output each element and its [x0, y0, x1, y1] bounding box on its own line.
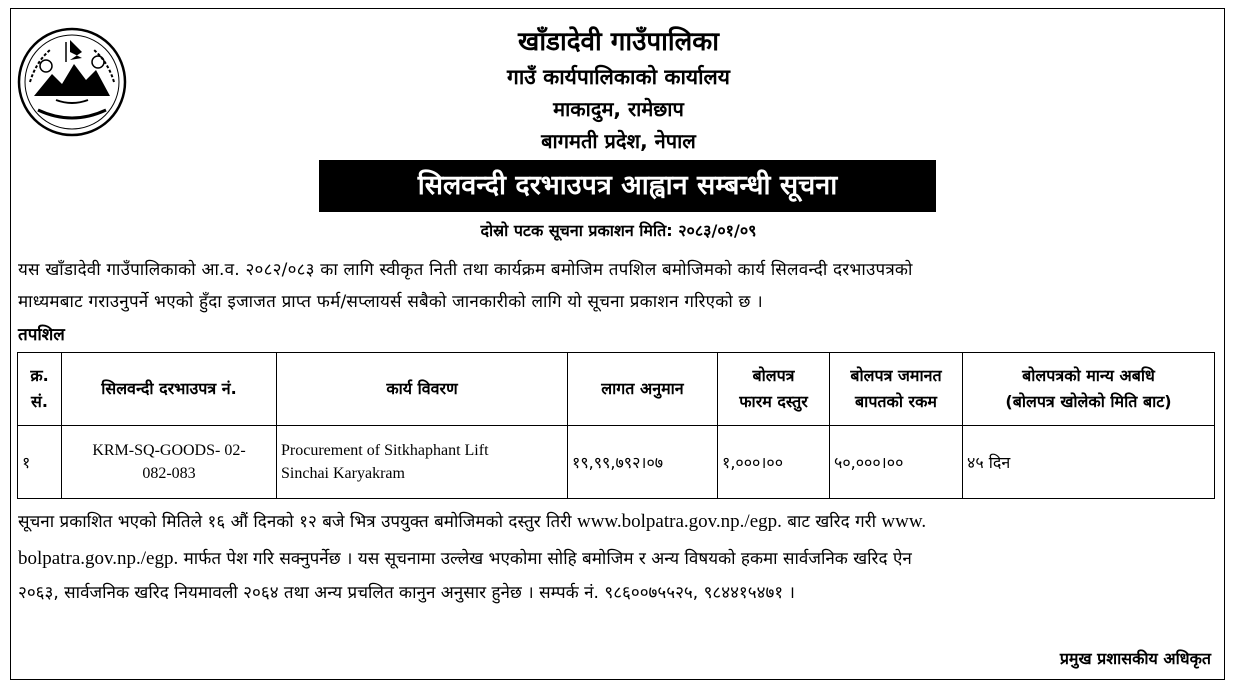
notice-title: सिलवन्दी दरभाउपत्र आह्वान सम्बन्धी सूचना — [319, 160, 936, 212]
cell-work-description: Procurement of Sitkhaphant Lift Sinchai Karyakram — [277, 426, 568, 499]
publication-date: दोस्रो पटक सूचना प्रकाशन मिति: २०८३/०१/०९ — [480, 221, 757, 240]
table-header-row — [18, 353, 1215, 426]
header-bid-validity: बोलपत्रको मान्य अबधि (बोलपत्र खोलेको मिति बाट) — [963, 353, 1215, 426]
egp-link[interactable]: www.bolpatra.gov.np./egp. — [576, 511, 782, 532]
table-row — [18, 426, 1215, 499]
header-serial: क्र. सं. — [18, 353, 62, 426]
footer-paragraph-line-1: सूचना प्रकाशित भएको मितिले १६ औं दिनको १२ बजे भित्र उपयुक्त बमोजिमको दस्तुर तिरी www.bolpatra.gov.np./egp. बाट खरिद गरी www. — [18, 511, 927, 532]
footer-paragraph-line-3: २०६३, सार्वजनिक खरिद नियमावली २०६४ तथा अन्य प्रचलित कानुन अनुसार हुनेछ । सम्पर्क नं. ९८६००७५५२५, ९८४४१५४७१ । — [18, 583, 795, 603]
header-bid-number: सिलवन्दी दरभाउपत्र नं. — [62, 353, 277, 426]
cell-bid-validity: ४५ दिन — [963, 426, 1215, 499]
header-form-fee: बोलपत्र फारम दस्तुर — [718, 353, 830, 426]
intro-paragraph-line-2: माध्यमबाट गराउनुपर्ने भएको हुँदा इजाजत प्राप्त फर्म/सप्लायर्स सबैको जानकारीको लागि यो सूचना प्रकाशन गरिएको छ । — [18, 292, 763, 312]
egp-link-2[interactable]: bolpatra.gov.np./egp. — [18, 548, 179, 569]
footer-paragraph-line-2: bolpatra.gov.np./egp. मार्फत पेश गरि सक्नुपर्नेछ । यस सूचनामा उल्लेख भएकोमा सोहि बमोजिम र अन्य विषयको हकमा सार्वजनिक खरिद ऐन — [18, 548, 912, 569]
municipality-name: खाँडादेवी गाउँपालिका — [518, 27, 719, 57]
cell-form-fee: १,०००।०० — [718, 426, 830, 499]
header-work-description: कार्य विवरण — [277, 353, 568, 426]
header-cost-estimate: लागत अनुमान — [568, 353, 718, 426]
signatory-title: प्रमुख प्रशासकीय अधिकृत — [1059, 649, 1211, 668]
cell-bid-security: ५०,०००।०० — [830, 426, 963, 499]
details-heading: तपशिल — [18, 325, 65, 345]
cell-bid-number: KRM-SQ-GOODS- 02- 082-083 — [62, 426, 277, 499]
intro-paragraph-line-1: यस खाँडादेवी गाउँपालिकाको आ.व. २०८२/०८३ का लागि स्वीकृत निती तथा कार्यक्रम बमोजिम तपशिल बमोजिमको कार्य सिलवन्दी दरभाउपत्रको — [18, 260, 913, 280]
office-location: माकादुम, रामेछाप — [553, 97, 684, 121]
cell-serial: १ — [18, 426, 62, 499]
cell-cost-estimate: १९,९९,७९२।०७ — [568, 426, 718, 499]
header-bid-security: बोलपत्र जमानत बापतको रकम — [830, 353, 963, 426]
bid-details-table — [17, 352, 1215, 499]
office-name: गाउँ कार्यपालिकाको कार्यालय — [507, 65, 730, 89]
province-country: बागमती प्रदेश, नेपाल — [541, 129, 696, 153]
